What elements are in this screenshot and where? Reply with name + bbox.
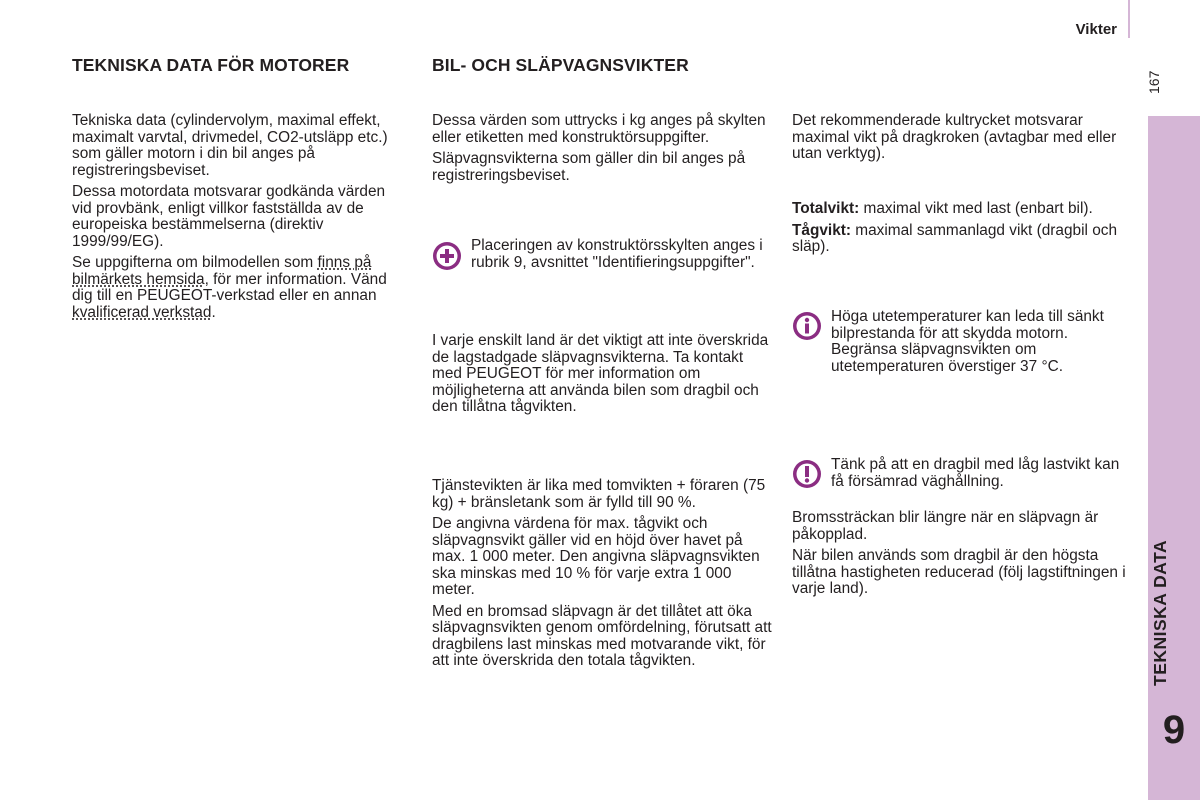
plus-circle-icon xyxy=(432,241,462,271)
paragraph: Dessa värden som uttrycks i kg anges på skylten eller etiketten med konstruktörsuppgifter. xyxy=(432,112,766,146)
brand-website-link[interactable]: finns på bilmärkets hemsida xyxy=(72,254,372,288)
column-weights-tail xyxy=(432,478,772,675)
info-icon xyxy=(792,311,822,341)
paragraph: Släpvagnsvikterna som gäller din bil anges på registreringsbeviset. xyxy=(432,150,746,184)
paragraph: Tjänstevikten är lika med tomvikten + föraren (75 kg) + bränsletank som är fylld till 90 %. xyxy=(432,477,766,511)
paragraph: Tekniska data (cylindervolym, maximal effekt, maximalt varvtal, drivmedel, CO2-utsläpp etc.) som gäller motorn i din bil anges på registreringsbeviset. xyxy=(72,112,388,179)
definition-tagvikt: Tågvikt: maximal sammanlagd vikt (dragbil och släp). xyxy=(792,221,1118,255)
column-definitions xyxy=(792,201,1132,261)
note-text: Placeringen av konstruktörsskylten anges i rubrik 9, avsnittet "Identifieringsuppgifter". xyxy=(471,237,763,271)
note-text: Höga utetemperaturer kan leda till sänkt bilprestanda för att skydda motorn. Begränsa släpvagnsvikten om utetemperaturen överstiger 37 °C. xyxy=(831,308,1104,375)
chapter-number: 9 xyxy=(1162,708,1186,752)
note-text: Tänk på att en dragbil med låg lastvikt kan få försämrad väghållning. xyxy=(831,456,1120,490)
column-weights-continued xyxy=(432,333,772,421)
heading-vehicle-weights: BIL- OCH SLÄPVAGNSVIKTER xyxy=(432,55,689,75)
header-divider xyxy=(1128,0,1130,38)
paragraph: Med en bromsad släpvagn är det tillåtet att öka släpvagnsvikten genom omfördelning, förutsatt att dragbilens last minskas med motvarande vikt, för att inte överskrida den totala tågvikten. xyxy=(432,602,772,669)
chapter-title xyxy=(1150,686,1198,707)
column-engine-data xyxy=(72,113,408,326)
warning-icon xyxy=(792,459,822,489)
page-number: 167 xyxy=(1146,70,1162,94)
paragraph: Det rekommenderade kultrycket motsvarar maximal vikt på dragkroken (avtagbar med eller utan verktyg). xyxy=(792,112,1117,162)
column-weights xyxy=(432,113,772,189)
paragraph: Dessa motordata motsvarar godkända värden vid provbänk, enligt villkor fastställda av de europeiska bestämmelserna (direktiv 1999/99/EG). xyxy=(72,183,386,250)
column-towing-tail xyxy=(792,510,1132,603)
column-towing xyxy=(792,113,1132,168)
paragraph: När bilen används som dragbil är den högsta tillåtna hastigheten reducerad (följ lagstiftningen i varje land). xyxy=(792,547,1126,597)
paragraph: De angivna värdena för max. tågvikt och släpvagnsvikt gäller vid en höjd över havet på max. 1 000 meter. Den angivna släpvagnsvikten ska minskas med 10 % för varje extra 1 000 meter. xyxy=(432,515,760,598)
section-title: Vikter xyxy=(1075,21,1117,38)
paragraph: Se uppgifterna om bilmodellen som finns på bilmärkets hemsida, för mer information. Vänd dig till en PEUGEOT-verkstad eller en annan kvalificerad verkstad. xyxy=(72,254,387,321)
paragraph: I varje enskilt land är det viktigt att inte överskrida de lagstadgade släpvagnsvikterna. Ta kontakt med PEUGEOT för mer information om möjligheterna att använda bilen som dragbil och den tillåtna tågvikten. xyxy=(432,332,769,415)
definition-totalvikt: Totalvikt: maximal vikt med last (enbart bil). xyxy=(792,200,1093,217)
qualified-workshop-link[interactable]: kvalificerad verkstad xyxy=(72,303,212,321)
heading-engine-data: TEKNISKA DATA FÖR MOTORER xyxy=(72,55,350,75)
paragraph: Bromssträckan blir längre när en släpvagn är påkopplad. xyxy=(792,509,1099,543)
